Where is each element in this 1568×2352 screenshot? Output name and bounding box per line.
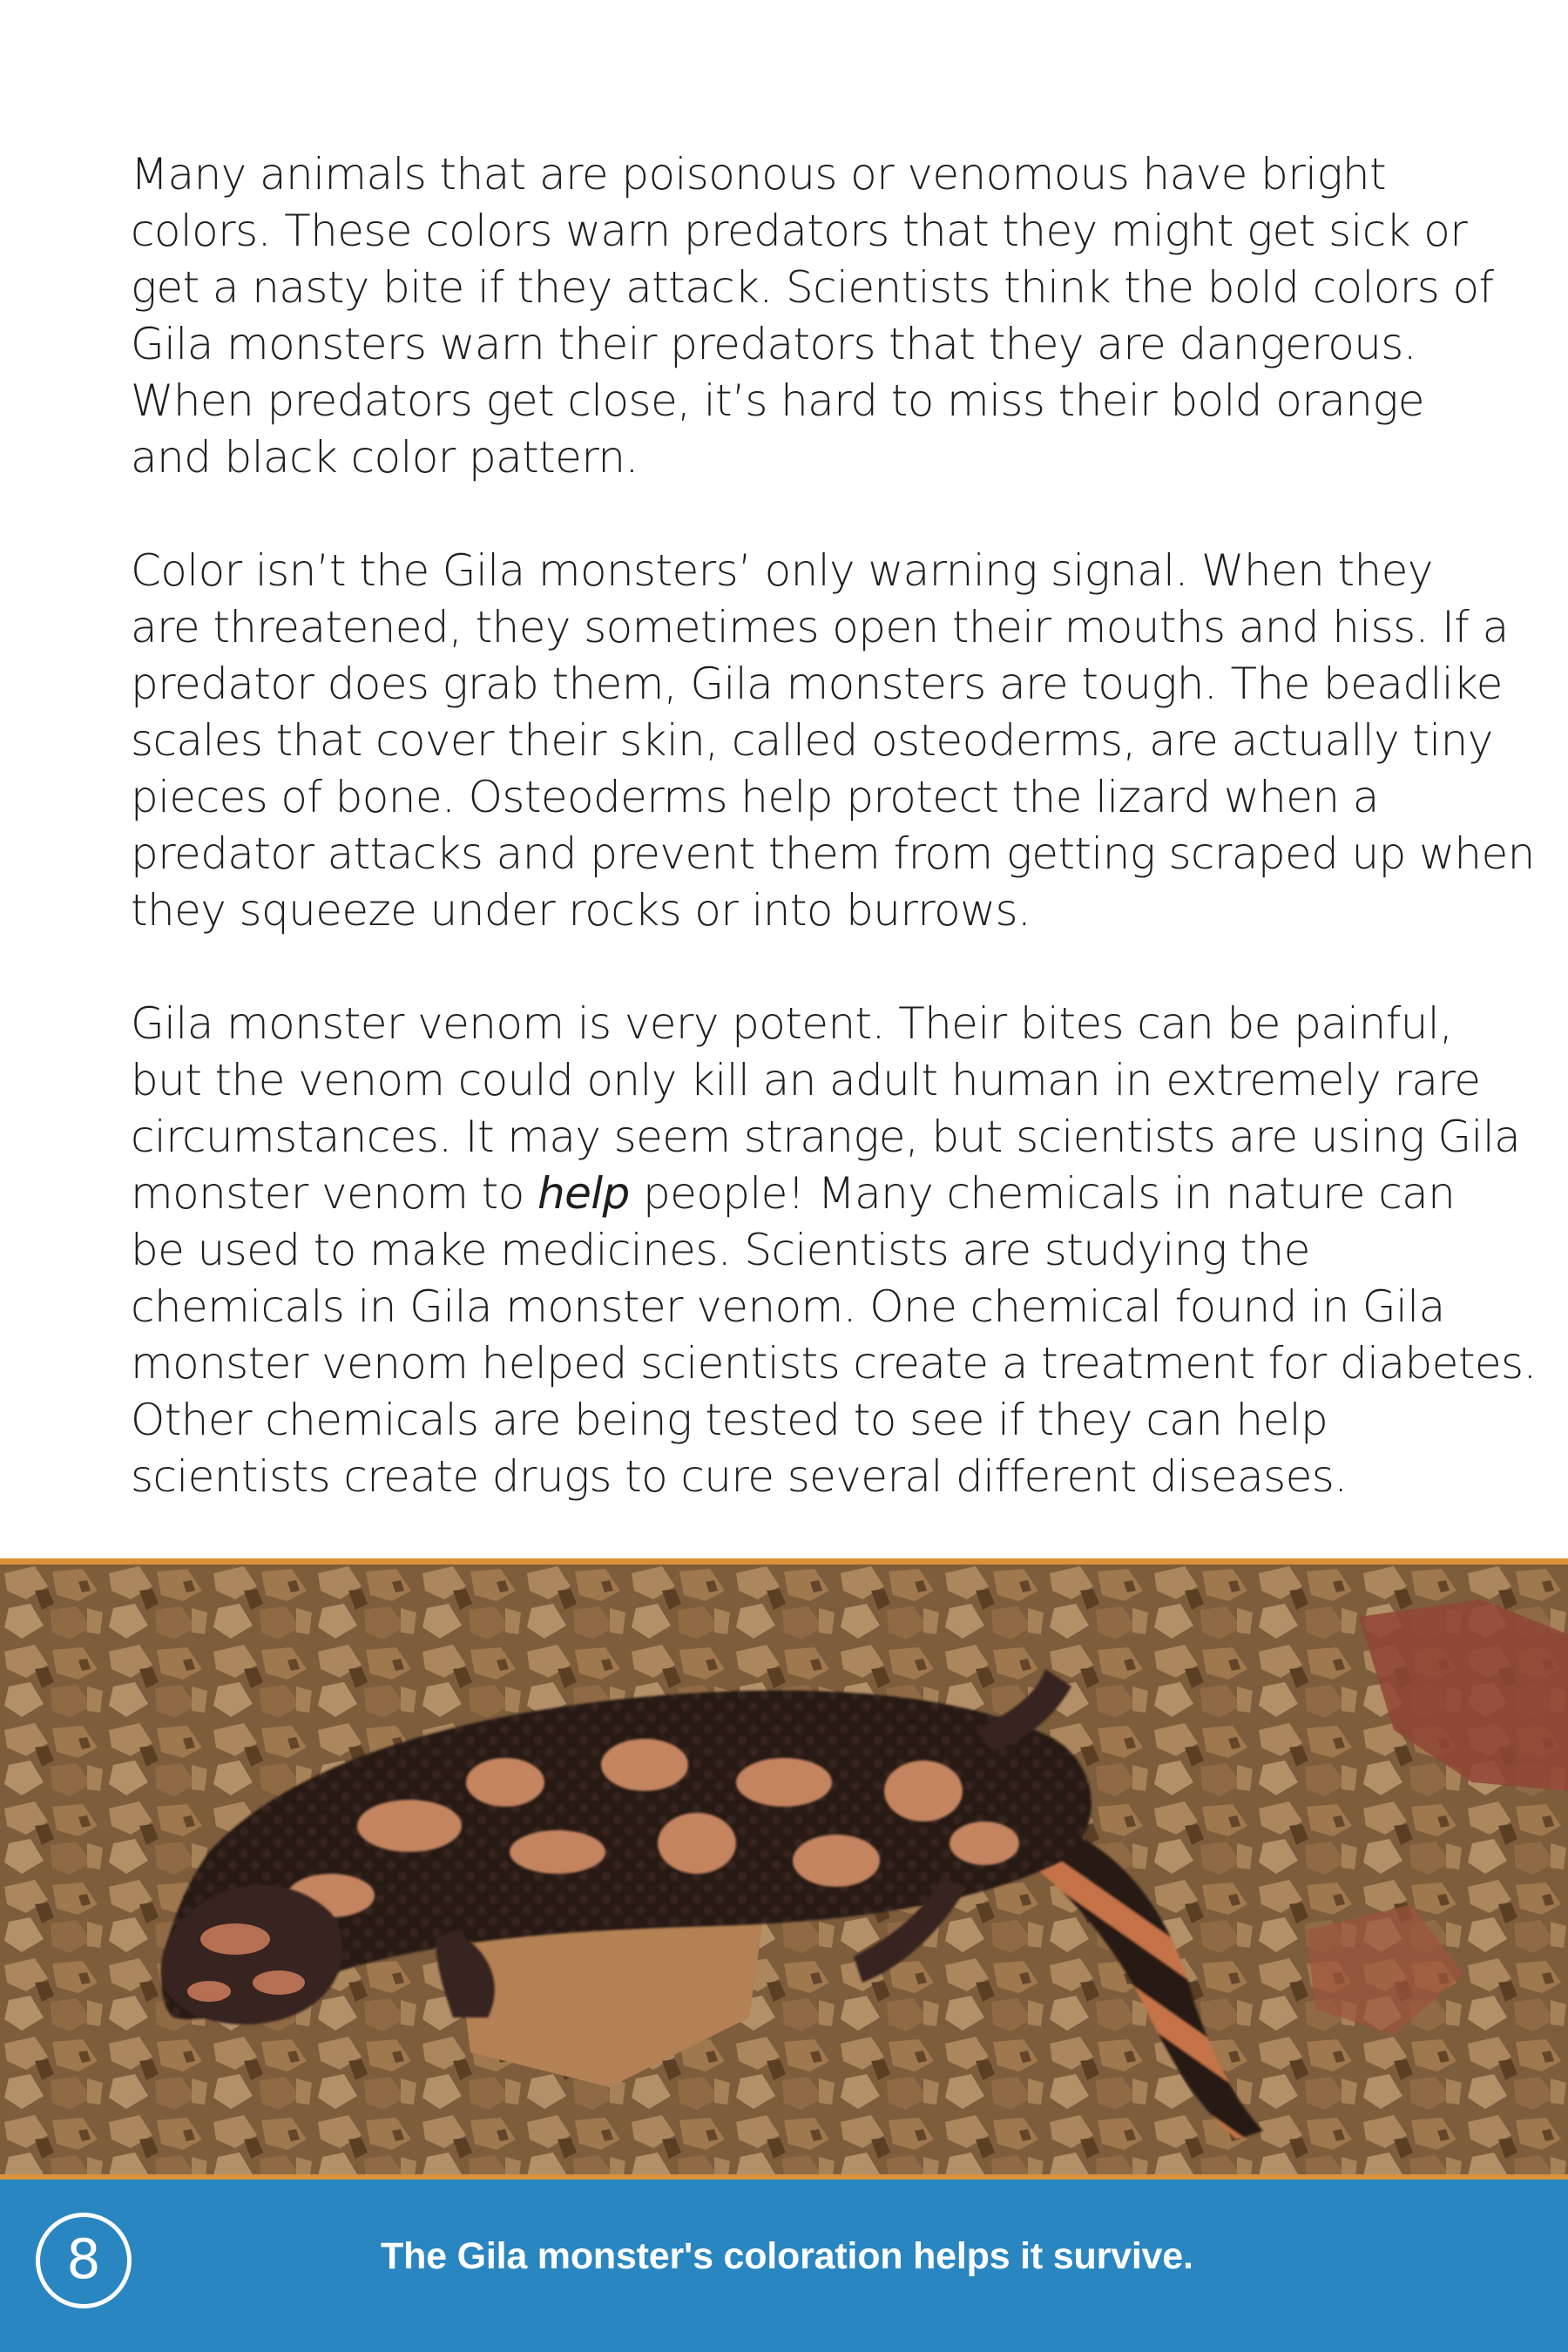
text-line: they squeeze under rocks or into burrows. — [131, 885, 1031, 936]
text-line — [131, 1166, 1472, 1222]
text-line: but the venom could only kill an adult human in extremely rare — [131, 1055, 1481, 1105]
text-line: get a nasty bite if they attack. Scientists think the bold colors of — [131, 262, 1494, 313]
text-line: scales that cover their skin, called osteoderms, are actually tiny — [131, 715, 1493, 766]
gila-monster-photo — [0, 1565, 1568, 2174]
text-line: predator attacks and prevent them from getting scraped up when — [131, 828, 1535, 879]
footer-bar — [0, 2180, 1568, 2352]
text-line: Color isn’t the Gila monsters’ only warning signal. When they — [131, 545, 1433, 596]
photo-caption: The Gila monster's coloration helps it survive. — [381, 2235, 1193, 2277]
text-line: circumstances. It may seem strange, but scientists are using Gila — [131, 1112, 1521, 1162]
text-line: are threatened, they sometimes open their mouths and hiss. If a — [131, 602, 1509, 652]
body-text — [131, 146, 1537, 1562]
paragraph-1 — [131, 146, 1494, 486]
text-line: Gila monster venom is very potent. Their bites can be painful, — [131, 998, 1453, 1049]
text-run: monster venom to — [131, 1168, 537, 1219]
text-line: monster venom helped scientists create a treatment for diabetes. — [131, 1338, 1537, 1389]
page-number: 8 — [36, 2213, 132, 2308]
paragraph-2 — [131, 543, 1535, 939]
text-line: Many animals that are poisonous or venomous have bright — [131, 149, 1386, 199]
text-line: pieces of bone. Osteoderms help protect the lizard when a — [131, 772, 1379, 822]
text-line: Other chemicals are being tested to see if they can help — [131, 1395, 1328, 1445]
text-line: predator does grab them, Gila monsters are tough. The beadlike — [131, 659, 1503, 709]
text-line: colors. These colors warn predators that they might get sick or — [131, 206, 1468, 256]
text-line: chemicals in Gila monster venom. One chemical found in Gila — [131, 1281, 1445, 1332]
text-line: and black color pattern. — [131, 432, 639, 483]
emphasis-help: help — [537, 1168, 630, 1219]
text-line: When predators get close, it’s hard to miss their bold orange — [131, 375, 1424, 426]
text-line: Gila monsters warn their predators that they are dangerous. — [131, 319, 1417, 369]
paragraph-3 — [131, 996, 1537, 1505]
text-run: people! Many chemicals in nature can — [629, 1168, 1456, 1219]
text-line: scientists create drugs to cure several different diseases. — [131, 1451, 1348, 1502]
text-line: be used to make medicines. Scientists are studying the — [131, 1225, 1310, 1275]
photo-top-rule — [0, 1558, 1568, 1565]
